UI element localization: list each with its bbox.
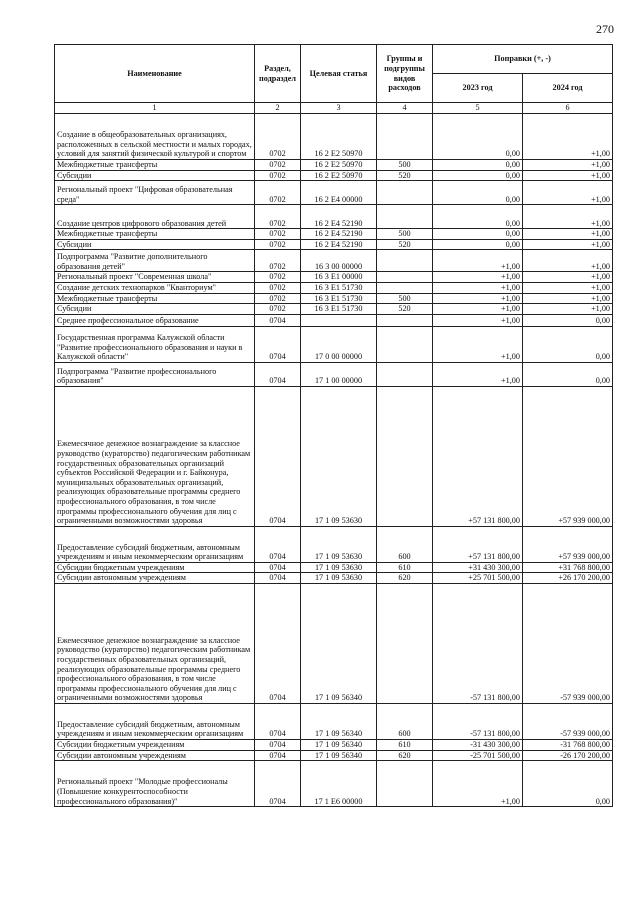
row-group-cell: 610	[377, 562, 433, 573]
table-row	[55, 205, 613, 229]
row-amount-2024-cell: -31 768 800,00	[523, 739, 613, 750]
row-name-cell: Ежемесячное денежное вознаграждение за классное руководство (кураторство) педагогическим работникам государственных образовательных организаций, реализующих образовательные программы среднего профессионального образования, в том числе программы профессионального обучения для лиц с ограниченными возможностями здоровья	[55, 583, 255, 703]
row-amount-2024-cell: +31 768 800,00	[523, 562, 613, 573]
row-group-cell: 600	[377, 703, 433, 739]
row-name-cell: Межбюджетные трансферты	[55, 293, 255, 304]
row-section-cell: 0702	[255, 239, 301, 250]
row-name-cell: Субсидии	[55, 239, 255, 250]
row-amount-2023-cell: 0,00	[433, 160, 523, 171]
row-target-cell	[301, 314, 377, 326]
table-row	[55, 293, 613, 304]
table-row	[55, 181, 613, 205]
row-amount-2024-cell: -26 170 200,00	[523, 750, 613, 761]
row-amount-2023-cell: +57 131 800,00	[433, 386, 523, 526]
table-row	[55, 239, 613, 250]
row-target-cell: 16 2 E4 52190	[301, 239, 377, 250]
row-section-cell: 0704	[255, 362, 301, 386]
table-row	[55, 160, 613, 171]
row-section-cell: 0704	[255, 526, 301, 562]
row-amount-2024-cell: +57 939 000,00	[523, 526, 613, 562]
row-name-cell: Субсидии автономным учреждениям	[55, 573, 255, 584]
row-section-cell: 0702	[255, 272, 301, 283]
table-row	[55, 272, 613, 283]
table-row	[55, 282, 613, 293]
row-amount-2023-cell: +1,00	[433, 293, 523, 304]
row-group-cell	[377, 326, 433, 362]
row-group-cell: 620	[377, 573, 433, 584]
table-row	[55, 750, 613, 761]
row-target-cell: 16 3 00 00000	[301, 250, 377, 272]
row-target-cell: 17 1 09 53630	[301, 386, 377, 526]
table-row	[55, 526, 613, 562]
row-amount-2023-cell: +1,00	[433, 272, 523, 283]
row-section-cell: 0702	[255, 160, 301, 171]
header-target: Целевая статья	[301, 45, 377, 103]
row-group-cell	[377, 205, 433, 229]
row-target-cell: 16 2 E4 00000	[301, 181, 377, 205]
budget-amendments-table	[54, 44, 613, 807]
row-amount-2023-cell: +1,00	[433, 250, 523, 272]
row-target-cell: 16 3 E1 51730	[301, 282, 377, 293]
row-name-cell: Предоставление субсидий бюджетным, автономным учреждениям и иным некоммерческим организациям	[55, 526, 255, 562]
row-section-cell: 0702	[255, 170, 301, 181]
row-amount-2023-cell: 0,00	[433, 205, 523, 229]
row-target-cell: 16 3 E1 51730	[301, 293, 377, 304]
column-number: 4	[377, 103, 433, 114]
row-section-cell: 0702	[255, 181, 301, 205]
table-row	[55, 761, 613, 807]
column-number: 3	[301, 103, 377, 114]
row-amount-2023-cell: 0,00	[433, 114, 523, 160]
column-number: 5	[433, 103, 523, 114]
row-group-cell: 520	[377, 239, 433, 250]
row-group-cell	[377, 181, 433, 205]
row-amount-2024-cell: +1,00	[523, 181, 613, 205]
table-row	[55, 362, 613, 386]
row-section-cell: 0704	[255, 761, 301, 807]
row-target-cell: 17 1 09 56340	[301, 703, 377, 739]
row-target-cell: 16 3 E1 00000	[301, 272, 377, 283]
table-row	[55, 170, 613, 181]
row-amount-2024-cell: +1,00	[523, 272, 613, 283]
header-year-2023: 2023 год	[433, 74, 523, 103]
row-target-cell: 17 1 09 53630	[301, 573, 377, 584]
row-target-cell: 17 1 00 00000	[301, 362, 377, 386]
row-target-cell: 16 2 E4 52190	[301, 229, 377, 240]
row-group-cell: 620	[377, 750, 433, 761]
row-target-cell: 16 2 E2 50970	[301, 114, 377, 160]
row-amount-2024-cell: +1,00	[523, 114, 613, 160]
table-row	[55, 703, 613, 739]
row-amount-2023-cell: -25 701 500,00	[433, 750, 523, 761]
row-amount-2023-cell: 0,00	[433, 181, 523, 205]
row-group-cell	[377, 272, 433, 283]
row-amount-2024-cell: +26 170 200,00	[523, 573, 613, 584]
row-amount-2023-cell: +31 430 300,00	[433, 562, 523, 573]
row-amount-2024-cell: +1,00	[523, 239, 613, 250]
row-section-cell: 0702	[255, 114, 301, 160]
row-name-cell: Межбюджетные трансферты	[55, 229, 255, 240]
row-section-cell: 0704	[255, 703, 301, 739]
row-amount-2024-cell: +1,00	[523, 170, 613, 181]
row-name-cell: Региональный проект "Молодые профессионалы (Повышение конкурентоспособности профессионального образования)"	[55, 761, 255, 807]
table-row	[55, 304, 613, 315]
row-name-cell: Подпрограмма "Развитие дополнительного образования детей"	[55, 250, 255, 272]
row-amount-2023-cell: -57 131 800,00	[433, 583, 523, 703]
row-amount-2024-cell: +1,00	[523, 160, 613, 171]
row-target-cell: 16 2 E2 50970	[301, 170, 377, 181]
row-amount-2024-cell: 0,00	[523, 761, 613, 807]
header-amendments: Поправки (+, -)	[433, 45, 613, 74]
row-section-cell: 0704	[255, 314, 301, 326]
row-group-cell	[377, 362, 433, 386]
row-amount-2023-cell: +1,00	[433, 304, 523, 315]
row-name-cell: Подпрограмма "Развитие профессионального образования"	[55, 362, 255, 386]
row-group-cell	[377, 114, 433, 160]
column-number: 2	[255, 103, 301, 114]
table-body	[55, 114, 613, 807]
row-amount-2023-cell: +25 701 500,00	[433, 573, 523, 584]
table-row	[55, 386, 613, 526]
row-amount-2024-cell: +1,00	[523, 282, 613, 293]
row-amount-2024-cell: +1,00	[523, 229, 613, 240]
table-row	[55, 562, 613, 573]
row-group-cell	[377, 250, 433, 272]
row-amount-2024-cell: 0,00	[523, 362, 613, 386]
row-section-cell: 0704	[255, 562, 301, 573]
row-amount-2023-cell: +57 131 800,00	[433, 526, 523, 562]
row-amount-2023-cell: +1,00	[433, 314, 523, 326]
header-section: Раздел, подраздел	[255, 45, 301, 103]
row-amount-2023-cell: +1,00	[433, 362, 523, 386]
row-name-cell: Региональный проект "Цифровая образовательная среда"	[55, 181, 255, 205]
row-target-cell: 16 3 E1 51730	[301, 304, 377, 315]
row-amount-2023-cell: 0,00	[433, 229, 523, 240]
page-number: 270	[596, 22, 614, 36]
row-name-cell: Субсидии	[55, 170, 255, 181]
row-name-cell: Субсидии бюджетным учреждениям	[55, 739, 255, 750]
row-name-cell: Среднее профессиональное образование	[55, 314, 255, 326]
row-group-cell	[377, 583, 433, 703]
table-row	[55, 114, 613, 160]
row-section-cell: 0704	[255, 583, 301, 703]
row-section-cell: 0704	[255, 386, 301, 526]
row-name-cell: Государственная программа Калужской области "Развитие профессионального образования и науки в Калужской области"	[55, 326, 255, 362]
row-amount-2024-cell: 0,00	[523, 326, 613, 362]
row-amount-2024-cell: +1,00	[523, 205, 613, 229]
row-section-cell: 0702	[255, 304, 301, 315]
row-section-cell: 0704	[255, 750, 301, 761]
row-amount-2023-cell: +1,00	[433, 761, 523, 807]
row-amount-2024-cell: +1,00	[523, 293, 613, 304]
column-numbers-row	[55, 103, 613, 114]
row-name-cell: Создание в общеобразовательных организациях, расположенных в сельской местности и малых городах, условий для занятий физической культурой и спортом	[55, 114, 255, 160]
table-row	[55, 573, 613, 584]
row-target-cell: 17 1 E6 00000	[301, 761, 377, 807]
row-target-cell: 17 1 09 56340	[301, 750, 377, 761]
row-group-cell	[377, 761, 433, 807]
row-group-cell: 500	[377, 293, 433, 304]
row-amount-2023-cell: -31 430 300,00	[433, 739, 523, 750]
row-name-cell: Субсидии бюджетным учреждениям	[55, 562, 255, 573]
row-name-cell: Региональный проект "Современная школа"	[55, 272, 255, 283]
table-row	[55, 229, 613, 240]
table-row	[55, 583, 613, 703]
row-section-cell: 0702	[255, 229, 301, 240]
row-name-cell: Субсидии	[55, 304, 255, 315]
row-name-cell: Ежемесячное денежное вознаграждение за классное руководство (кураторство) педагогическим работникам государственных образовательных организаций субъектов Российской Федерации и г. Байконура, муниципальных образовательных организаций, реализующих образовательные программы среднего профессионального образования, в том числе программы профессионального обучения для лиц с ограниченными возможностями здоровья	[55, 386, 255, 526]
header-groups: Группы и подгруппы видов расходов	[377, 45, 433, 103]
row-amount-2024-cell: -57 939 000,00	[523, 703, 613, 739]
row-section-cell: 0704	[255, 739, 301, 750]
row-target-cell: 17 1 09 56340	[301, 583, 377, 703]
table-row	[55, 314, 613, 326]
row-amount-2023-cell: 0,00	[433, 239, 523, 250]
row-name-cell: Создание центров цифрового образования детей	[55, 205, 255, 229]
column-number: 1	[55, 103, 255, 114]
row-section-cell: 0702	[255, 250, 301, 272]
row-section-cell: 0702	[255, 282, 301, 293]
row-target-cell: 17 1 09 56340	[301, 739, 377, 750]
table-row	[55, 326, 613, 362]
row-target-cell: 17 1 09 53630	[301, 562, 377, 573]
row-group-cell: 520	[377, 170, 433, 181]
row-target-cell: 17 1 09 53630	[301, 526, 377, 562]
header-name: Наименование	[55, 45, 255, 103]
row-target-cell: 16 2 E4 52190	[301, 205, 377, 229]
row-amount-2024-cell: +1,00	[523, 250, 613, 272]
table-row	[55, 250, 613, 272]
row-group-cell: 520	[377, 304, 433, 315]
row-amount-2024-cell: -57 939 000,00	[523, 583, 613, 703]
header-year-2024: 2024 год	[523, 74, 613, 103]
row-section-cell: 0702	[255, 293, 301, 304]
row-name-cell: Субсидии автономным учреждениям	[55, 750, 255, 761]
table-row	[55, 739, 613, 750]
row-amount-2023-cell: -57 131 800,00	[433, 703, 523, 739]
row-name-cell: Межбюджетные трансферты	[55, 160, 255, 171]
column-number: 6	[523, 103, 613, 114]
row-target-cell: 16 2 E2 50970	[301, 160, 377, 171]
row-group-cell: 600	[377, 526, 433, 562]
row-amount-2023-cell: +1,00	[433, 326, 523, 362]
row-target-cell: 17 0 00 00000	[301, 326, 377, 362]
row-group-cell	[377, 314, 433, 326]
row-amount-2023-cell: +1,00	[433, 282, 523, 293]
row-amount-2024-cell: +1,00	[523, 304, 613, 315]
row-amount-2023-cell: 0,00	[433, 170, 523, 181]
row-group-cell: 500	[377, 160, 433, 171]
row-section-cell: 0702	[255, 205, 301, 229]
row-group-cell: 610	[377, 739, 433, 750]
row-section-cell: 0704	[255, 326, 301, 362]
row-group-cell: 500	[377, 229, 433, 240]
row-group-cell	[377, 282, 433, 293]
row-section-cell: 0704	[255, 573, 301, 584]
row-name-cell: Предоставление субсидий бюджетным, автономным учреждениям и иным некоммерческим организациям	[55, 703, 255, 739]
row-amount-2024-cell: 0,00	[523, 314, 613, 326]
row-group-cell	[377, 386, 433, 526]
row-amount-2024-cell: +57 939 000,00	[523, 386, 613, 526]
row-name-cell: Создание детских технопарков "Кванториум"	[55, 282, 255, 293]
